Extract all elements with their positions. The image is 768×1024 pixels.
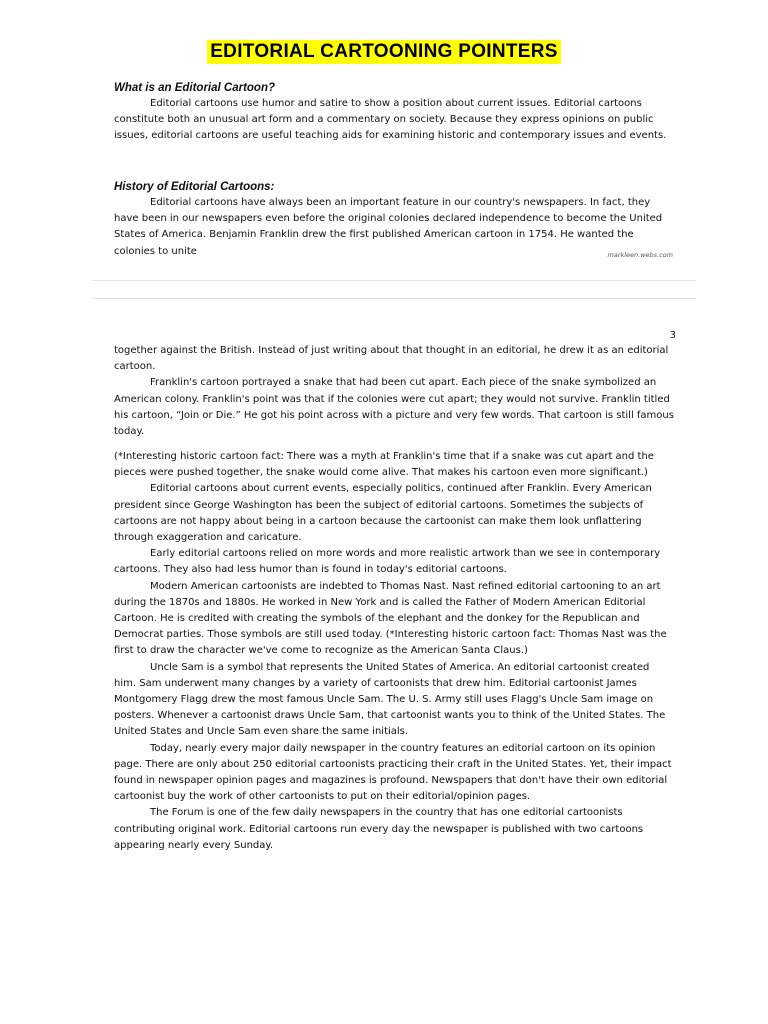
footer-credit: markleen.webs.com <box>607 251 673 259</box>
paragraph-the-forum: The Forum is one of the few daily newspapers in the country that has one editorial cartoonists contributing original work. Editorial cartoons run every day the newspaper is published with two cartoons appearing nearly every Sunday. <box>114 807 644 851</box>
document-title: EDITORIAL CARTOONING POINTERS <box>207 40 561 64</box>
page-number: 3 <box>669 330 676 341</box>
heading-what-is-editorial-cartoon: What is an Editorial Cartoon? <box>114 82 276 94</box>
paragraph-snake-fact: (*Interesting historic cartoon fact: There was a myth at Franklin's time that if a snake was cut apart and the pieces were pushed together, the snake would come alive. That makes his cartoon even more significant.) <box>114 451 654 479</box>
section-what-is <box>114 80 674 145</box>
paragraph-early-cartoons: Early editorial cartoons relied on more words and more realistic artwork than we see in contemporary cartoons. They also had less humor than is found in today's editorial cartoons. <box>114 548 661 576</box>
paragraph-thomas-nast: Modern American cartoonists are indebted to Thomas Nast. Nast refined editorial cartooning to an art during the 1870s and 1880s. He worked in New York and is called the Father of Modern American Editorial Cartoon. He is credited with creating the symbols of the elephant and the donkey for the Republican and Democrat parties. Those symbols are still used today. (*Interesting historic cartoon fact: Thomas Nast was the first to draw the character we've come to recognize as the American Santa Claus.) <box>114 580 667 657</box>
paragraph-uncle-sam: Uncle Sam is a symbol that represents the United States of America. An editorial cartoonist created him. Sam underwent many changes by a variety of cartoonists that drew him. Editorial cartoonist James Montgomery Flagg drew the most famous Uncle Sam. The U. S. Army still uses Flagg's Uncle Sam image on posters. Whenever a cartoonist draws Uncle Sam, that cartoonist wants you to think of the United States. The United States and Uncle Sam even share the same initials. <box>114 661 666 738</box>
paragraph-definition: Editorial cartoons use humor and satire to show a position about current issues. Editorial cartoons constitute both an unusual art form and a commentary on society. Because they express opinions on public issues, editorial cartoons are useful teaching aids for examining historic and contemporary issues and events. <box>114 98 667 142</box>
heading-history: History of Editorial Cartoons: <box>114 181 275 193</box>
section-history <box>114 179 674 260</box>
page-break-divider <box>92 298 696 299</box>
section-history-body <box>114 449 674 854</box>
paragraph-today: Today, nearly every major daily newspaper in the country features an editorial cartoon on its opinion page. There are only about 250 editorial cartoonists practicing their craft in the United States. Yet, their impact found in newspaper opinion pages and magazines is profound. Newspapers that don't have their own editorial cartoonist buy the work of other cartoonists to put on their editorial/opinion pages. <box>114 742 672 803</box>
page-break-divider <box>92 280 696 281</box>
paragraph-history-intro: Editorial cartoons have always been an important feature in our country's newspapers. In fact, they have been in our newspapers even before the original colonies declared independence to become the United States of America. Benjamin Franklin drew the first published American cartoon in 1754. He wanted the colonies to unite <box>114 197 663 257</box>
title-wrapper <box>0 40 768 64</box>
paragraph-politics: Editorial cartoons about current events, especially politics, continued after Franklin. Every American president since George Washington has been the subject of editorial cartoons. Sometimes the subjects of cartoons are not happy about being in a cartoon because the cartoonist can make them look unflattering through exaggeration and caricature. <box>114 483 652 544</box>
section-franklin <box>114 343 674 440</box>
paragraph-franklin-cartoon: Franklin's cartoon portrayed a snake that had been cut apart. Each piece of the snake symbolized an American colony. Franklin's point was that if the colonies were cut apart; they would not survive. Franklin titled his cartoon, “Join or Die.” He got his point across with a picture and very few words. That cartoon is still famous today. <box>114 377 674 438</box>
paragraph-continued: together against the British. Instead of just writing about that thought in an editorial, he drew it as an editorial cartoon. <box>114 345 669 373</box>
